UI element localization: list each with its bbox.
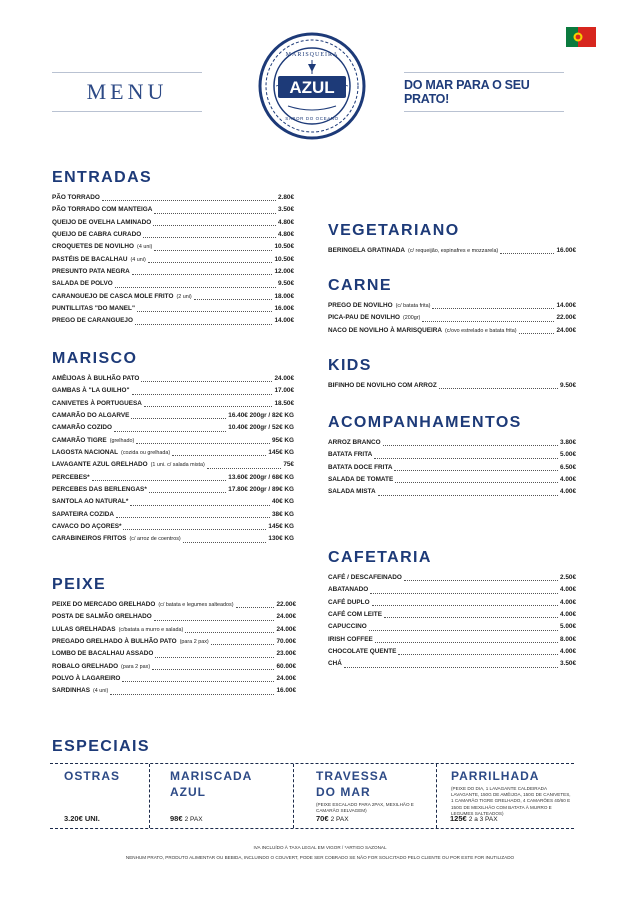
menu-item [52, 521, 294, 533]
item-price: 24.00€ [276, 625, 296, 633]
section-acompanhamentos [328, 413, 576, 499]
item-name: CAPUCCINO [328, 623, 367, 631]
menu-item [52, 266, 294, 278]
especial-price [64, 814, 100, 823]
item-name: CROQUETES DE NOVILHO [52, 243, 135, 251]
especial-price-value: 125€ [450, 814, 467, 823]
leader-dots [144, 399, 273, 407]
item-name: PASTÉIS DE BACALHAU [52, 255, 128, 263]
item-price: 95€ KG [271, 436, 294, 444]
leader-dots [398, 647, 558, 655]
item-price: 4.00€ [560, 598, 576, 606]
menu-item [52, 533, 294, 545]
item-name: PREGO DE CARANGUEJO [52, 317, 133, 325]
menu-item [52, 229, 294, 241]
menu-item [52, 648, 296, 660]
item-name: AMÊIJOAS À BULHÃO PATO [52, 375, 140, 382]
item-price: 13.60€ 200gr / 68€ KG [228, 473, 294, 481]
item-price: 60.00€ [276, 662, 296, 670]
menu-item [52, 509, 294, 521]
item-name: NACO DE NOVILHO À MARISQUEIRA [328, 326, 442, 334]
item-name: SARDINHAS [52, 687, 90, 695]
item-name: PEIXE DO MERCADO GRELHADO [52, 601, 156, 608]
item-note: (1 uni. c/ salada mista) [150, 462, 205, 469]
item-note: (cozida ou grelhada) [121, 450, 171, 457]
leader-dots [132, 267, 273, 275]
especial-pax: 2 PAX [184, 816, 203, 823]
menu-item [52, 204, 294, 216]
item-price: 4.00€ [560, 476, 576, 484]
item-name: CAMARÃO COZIDO [52, 424, 112, 432]
leader-dots [115, 280, 276, 288]
item-name: PERCEBES DAS BERLENGAS* [52, 486, 147, 494]
leader-dots [384, 610, 558, 618]
especial-price-value: 70€ [316, 814, 329, 823]
item-name: CHOCOLATE QUENTE [328, 648, 397, 656]
menu-item [328, 462, 576, 474]
menu-item [52, 192, 294, 204]
item-price: 18.50€ [274, 399, 294, 407]
leader-dots [132, 387, 273, 395]
item-price: 2.80€ [278, 194, 294, 201]
item-price: 18.00€ [274, 292, 294, 300]
menu-item [52, 484, 294, 496]
item-price: 6.50€ [560, 463, 576, 471]
section-title: CAFETARIA [328, 549, 432, 566]
leader-dots [122, 674, 274, 682]
section-title: PEIXE [52, 576, 107, 593]
section-title: CARNE [328, 277, 392, 294]
menu-item [52, 278, 294, 290]
item-note: (c/ requeijão, espinafres e mozzarela) [408, 248, 499, 254]
item-name: POLVO À LAGAREIRO [52, 675, 121, 683]
menu-item [328, 486, 576, 498]
leader-dots [135, 317, 272, 325]
item-price: 4.00€ [560, 648, 576, 656]
menu-item [52, 685, 296, 697]
item-name: PUNTILLITAS "DO MANEL" [52, 305, 135, 313]
footer-note: IVA INCLUÍDO À TAXA LEGAL EM VIGOR / *ARTIGO SAZONAL [253, 845, 387, 850]
item-name: CAFÉ DUPLO [328, 598, 370, 606]
item-name: SALADA MISTA [328, 488, 376, 496]
menu-item [52, 447, 294, 459]
leader-dots [131, 411, 226, 419]
item-price: 4.00€ [560, 586, 576, 594]
leader-dots [211, 637, 275, 645]
item-name: LAVAGANTE AZUL GRELHADO [52, 461, 148, 469]
leader-dots [375, 635, 558, 643]
especial-name: TRAVESSA [316, 769, 389, 783]
tagline: DO MAR PARA O SEU PRATO! [404, 72, 564, 112]
item-name: GAMBAS À "LA GUILHO" [52, 387, 130, 395]
item-name: BATATA DOCE FRITA [328, 463, 393, 471]
leader-dots [183, 535, 267, 543]
menu-item [328, 609, 576, 621]
leader-dots [137, 304, 272, 312]
especial-price [316, 814, 349, 823]
menu-item [328, 597, 576, 609]
leader-dots [374, 451, 558, 459]
item-note: (4 uni) [130, 256, 146, 263]
leader-dots [394, 463, 558, 471]
item-price: 4.00€ [560, 611, 576, 619]
leader-dots [185, 625, 274, 633]
item-name: PÃO TORRADO [52, 194, 100, 201]
item-price: 16.00€ [556, 247, 576, 254]
leader-dots [172, 448, 266, 456]
leader-dots [207, 461, 281, 469]
menu-item [52, 241, 294, 253]
menu-item [52, 398, 294, 410]
item-price: 3.50€ [560, 660, 576, 668]
leader-dots [519, 326, 555, 334]
item-note: (c/batata a murro e salada) [118, 626, 184, 633]
leader-dots [236, 600, 275, 608]
menu-item [328, 572, 576, 584]
leader-dots [123, 522, 266, 530]
item-price: 75€ [283, 461, 294, 469]
item-note: (c/ arroz de coentros) [129, 536, 181, 543]
section-vegetariano [328, 221, 576, 257]
item-name: SALADA DE POLVO [52, 280, 113, 288]
item-price: 22.00€ [556, 314, 576, 322]
section-title: MARISCO [52, 350, 138, 367]
leader-dots [370, 586, 558, 594]
item-name: BIFINHO DE NOVILHO COM ARROZ [328, 382, 437, 389]
item-name: PREGO DE NOVILHO [328, 302, 393, 309]
menu-item [52, 291, 294, 303]
item-price: 17.00€ [274, 387, 294, 395]
menu-item [52, 636, 296, 648]
item-price: 38€ KG [271, 510, 294, 518]
item-price: 23.00€ [276, 650, 296, 658]
item-price: 40€ KG [271, 498, 294, 506]
item-name: SANTOLA AO NATURAL* [52, 498, 129, 506]
especial-price [450, 814, 498, 823]
item-name: CANIVETES À PORTUGUESA [52, 399, 142, 407]
menu-item [328, 474, 576, 486]
item-price: 3.80€ [560, 439, 576, 446]
menu-item [328, 658, 576, 670]
item-price: 24.00€ [276, 675, 296, 683]
item-price: 4.80€ [278, 218, 294, 226]
section-title: KIDS [328, 357, 372, 374]
logo-name: AZUL [289, 78, 335, 97]
menu-item [52, 496, 294, 508]
item-price: 12.00€ [274, 268, 294, 276]
item-note: (c/ batata frita) [395, 303, 431, 309]
item-note: (para 2 pax) [121, 663, 151, 670]
especial-name: OSTRAS [64, 769, 121, 783]
especiais-title: ESPECIAIS [52, 738, 150, 755]
item-price: 16.00€ [274, 305, 294, 313]
especial-price-value: 98€ [170, 814, 183, 823]
section-title: VEGETARIANO [328, 222, 460, 239]
menu-item [52, 217, 294, 229]
item-name: SAPATEIRA COZIDA [52, 510, 115, 518]
leader-dots [130, 498, 270, 506]
especial-price-value: 3.20€ UNI. [64, 814, 100, 823]
item-name: QUEIJO DE CABRA CURADO [52, 231, 142, 239]
menu-item [52, 459, 294, 471]
menu-item [52, 422, 294, 434]
menu-item [328, 449, 576, 461]
leader-dots [154, 243, 272, 251]
item-price: 2.50€ [560, 574, 576, 581]
section-cafetaria [328, 548, 576, 671]
item-name: PÃO TORRADO COM MANTEIGA [52, 206, 153, 214]
item-name: CARANGUEJO DE CASCA MOLE FRITO [52, 292, 174, 300]
leader-dots [155, 650, 274, 658]
especial-name: MARISCADA [170, 769, 253, 783]
menu-item [52, 472, 294, 484]
leader-dots [372, 598, 558, 606]
menu-item [328, 325, 576, 337]
leader-dots [143, 230, 276, 238]
item-name: CAMARÃO TIGRE [52, 436, 107, 444]
leader-dots [114, 424, 226, 432]
leader-dots [110, 687, 274, 695]
footer-legal: NENHUM PRATO, PRODUTO ALIMENTAR OU BEBIDA, INCLUINDO O COUVERT, PODE SER COBRADO SE NÃO FOR SOLICITADO PELO CLIENTE OU POR ESTE FOR INUTILIZADO [125, 855, 515, 860]
especial-pax: 2 a 3 PAX [468, 816, 498, 823]
section-title: ENTRADAS [52, 169, 153, 186]
menu-item [52, 303, 294, 315]
especial-name: PARRILHADA [451, 769, 540, 783]
item-name: CAVACO DO AÇORES* [52, 523, 122, 531]
menu-item [52, 599, 296, 611]
item-price: 14.00€ [274, 317, 294, 325]
item-price: 9.50€ [278, 280, 294, 288]
item-price: 24.00€ [556, 326, 576, 334]
item-name: ARROZ BRANCO [328, 439, 381, 446]
menu-item [328, 634, 576, 646]
item-name: PERCEBES* [52, 473, 90, 481]
menu-item [328, 437, 576, 449]
item-name: CARABINEIROS FRITOS [52, 535, 127, 543]
leader-dots [154, 613, 275, 621]
especial-price [170, 814, 203, 823]
menu-item [52, 435, 294, 447]
item-price: 16.00€ [276, 687, 296, 695]
menu-item [52, 254, 294, 266]
menu-item [52, 410, 294, 422]
menu-item [328, 621, 576, 633]
leader-dots [383, 438, 558, 446]
menu-title: MENU [52, 72, 202, 112]
item-price: 22.00€ [276, 601, 296, 608]
leader-dots [194, 292, 273, 300]
leader-dots [395, 475, 558, 483]
item-price: 130€ KG [268, 535, 294, 543]
item-name: CAMARÃO DO ALGARVE [52, 412, 130, 420]
item-price: 14.00€ [556, 302, 576, 309]
menu-item [52, 661, 296, 673]
leader-dots [404, 573, 558, 581]
item-name: PICA-PAU DE NOVILHO [328, 314, 400, 322]
menu-item [328, 300, 576, 312]
item-name: CAFÉ / DESCAFEINADO [328, 574, 402, 581]
menu-item [52, 385, 294, 397]
leader-dots [141, 374, 272, 382]
item-name: PREGADO GRELHADO À BULHÃO PATO [52, 638, 177, 646]
item-price: 4.80€ [278, 231, 294, 239]
leader-dots [116, 510, 270, 518]
especial-name-line2: AZUL [170, 785, 206, 799]
item-name: SALADA DE TOMATE [328, 476, 394, 484]
leader-dots [152, 662, 274, 670]
leader-dots [149, 485, 226, 493]
item-name: LULAS GRELHADAS [52, 625, 116, 633]
item-price: 16.40€ 200gr / 82€ KG [228, 412, 294, 420]
menu-item [328, 380, 576, 392]
item-price: 5.00€ [560, 623, 576, 631]
item-note: (4 uni) [137, 244, 153, 251]
especial-desc: (PEIXE DO DIA, 1 LAVAGANTE CALDEIRADA LAVAGANTE, 150G DE AMÊIJOA, 150G DE CANIVETES, 1 CAMARÃO TIGRE GRELHADO, 4 CAMARÕES 40/60 E 150G DE MEXILHÃO COM BATATA À MURRO E LEGUMES SALTEADOS) [451, 786, 571, 816]
item-note: (200gr) [402, 315, 421, 322]
leader-dots [432, 301, 554, 309]
item-price: 3.50€ [278, 206, 294, 214]
menu-item [52, 373, 294, 385]
leader-dots [148, 255, 273, 263]
restaurant-logo [258, 32, 366, 140]
item-name: CHÁ [328, 660, 342, 668]
menu-item [328, 245, 576, 257]
item-name: ROBALO GRELHADO [52, 662, 119, 670]
leader-dots [422, 314, 554, 322]
portugal-flag-icon[interactable] [566, 27, 596, 47]
leader-dots [369, 623, 558, 631]
section-carne [328, 276, 576, 337]
item-name: LAGOSTA NACIONAL [52, 449, 119, 457]
menu-item [52, 611, 296, 623]
especial-name-line2: DO MAR [316, 785, 371, 799]
item-price: 8.00€ [560, 635, 576, 643]
logo-top-text: MARISQUEIRA [285, 52, 339, 58]
item-price: 17.80€ 200gr / 89€ KG [228, 486, 294, 494]
item-name: ABATANADO [328, 586, 369, 594]
item-price: 145€ KG [268, 523, 294, 531]
especial-desc: (PEIXE ESCALADO PARA 2PAX, MEXILHÃO E CAMARÃO SELVAGEM) [316, 802, 414, 814]
especial-travessa [293, 764, 434, 828]
item-price: 9.50€ [560, 382, 576, 389]
menu-item [328, 584, 576, 596]
section-peixe [52, 575, 296, 698]
item-note: (c/ovo estrelado e batata frita) [444, 327, 517, 334]
item-name: QUEIJO DE OVELHA LAMINADO [52, 218, 152, 226]
item-name: POSTA DE SALMÃO GRELHADO [52, 613, 152, 621]
item-price: 10.40€ 200gr / 52€ KG [228, 424, 294, 432]
especiais-box [50, 763, 574, 829]
section-marisco [52, 349, 294, 546]
item-price: 10.50€ [274, 255, 294, 263]
logo-bottom-text: SABOR DO OCEANO [285, 116, 339, 121]
item-name: CAFÉ COM LEITE [328, 611, 382, 619]
item-name: BERINGELA GRATINADA [328, 247, 406, 254]
leader-dots [102, 193, 276, 201]
menu-item [328, 646, 576, 658]
item-name: PRESUNTO PATA NEGRA [52, 268, 130, 276]
item-name: LOMBO DE BACALHAU ASSADO [52, 650, 154, 658]
item-price: 4.00€ [560, 488, 576, 496]
leader-dots [136, 436, 270, 444]
leader-dots [153, 218, 276, 226]
especial-pax: 2 PAX [330, 816, 349, 823]
item-price: 10.50€ [274, 243, 294, 251]
item-note: (para 2 pax) [179, 639, 209, 646]
item-name: IRISH COFFEE [328, 635, 373, 643]
item-note: (c/ batata e legumes salteados) [158, 602, 234, 608]
item-price: 24.00€ [274, 375, 294, 382]
menu-item [52, 624, 296, 636]
leader-dots [92, 473, 227, 481]
item-note: (grelhado) [109, 437, 135, 444]
leader-dots [439, 381, 558, 389]
leader-dots [154, 206, 276, 214]
section-title: ACOMPANHAMENTOS [328, 414, 522, 431]
item-name: BATATA FRITA [328, 451, 373, 459]
section-kids [328, 356, 576, 392]
item-note: (2 uni) [176, 293, 192, 300]
item-price: 24.00€ [276, 613, 296, 621]
section-entradas [52, 168, 294, 328]
leader-dots [500, 246, 554, 254]
item-note: (4 uni) [93, 688, 109, 695]
item-price: 5.00€ [560, 451, 576, 459]
leader-dots [344, 660, 558, 668]
item-price: 70.00€ [276, 638, 296, 646]
leader-dots [378, 488, 558, 496]
menu-item [52, 315, 294, 327]
menu-item [52, 673, 296, 685]
item-price: 145€ KG [268, 449, 294, 457]
menu-item [328, 312, 576, 324]
